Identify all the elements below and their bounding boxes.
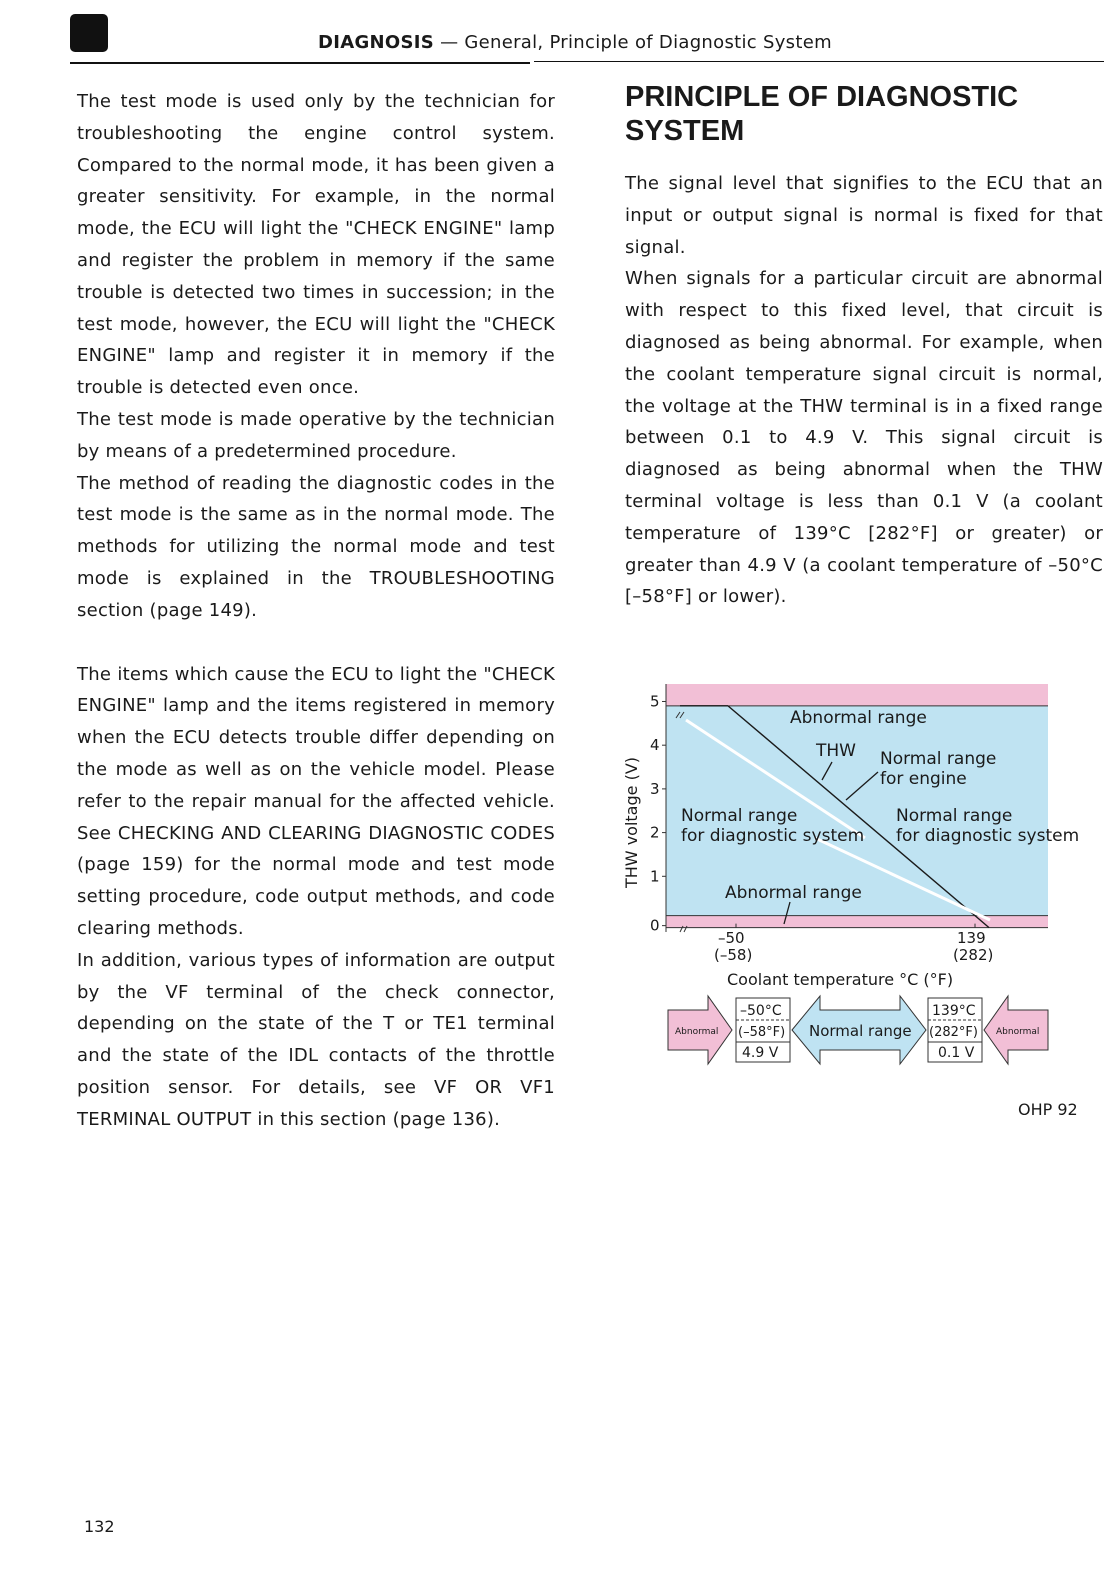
- y-tick-label-0: 0: [650, 916, 660, 935]
- legend-normal: Normal range: [809, 1022, 912, 1040]
- left-paragraph-3: The method of reading the diagnostic codes in the test mode is the same as in the normal mode. The methods for utilizing the normal mode and test mode is explained in the TROUBLESHOOTING section (page 149).: [77, 472, 555, 621]
- label-normal-diag-right-1: Normal range: [896, 806, 1013, 826]
- page-number: 132: [84, 1517, 115, 1536]
- manual-logo-icon: [70, 14, 108, 52]
- x-tick-sublabel-0: (–58): [714, 946, 753, 964]
- left-paragraph-5: In addition, various types of information are output by the VF terminal of the check connector, depending on the state of the T or TE1 terminal and the state of the IDL contacts of the throttle position sensor. For details, see VF OR VF1 TERMINAL OUTPUT in this section (page 136).: [77, 949, 555, 1130]
- right-column: [625, 80, 1103, 613]
- header-separator: —: [434, 32, 465, 53]
- x-axis-title: Coolant temperature °C (°F): [727, 970, 954, 989]
- legend-right-temp-f: (282°F): [929, 1025, 978, 1040]
- label-thw: THW: [816, 741, 856, 761]
- left-paragraph-1: The test mode is used only by the technician for troubleshooting the engine control system. Compared to the normal mode, it has been given a greater sensitivity. For example, in the normal mode, the ECU will light the "CHECK ENGINE" lamp and register the problem in memory if the same trouble is detected two times in succession; in the test mode, however, the ECU will light the "CHECK ENGINE" lamp and register it in memory if the trouble is detected even once.: [77, 91, 555, 399]
- y-tick-label-1: 1: [650, 867, 660, 886]
- right-paragraph-1: The signal level that signifies to the ECU that an input or output signal is normal is fixed for that signal.: [625, 173, 1103, 258]
- x-tick-label-1: 139: [957, 929, 986, 947]
- y-tick-label-3: 3: [650, 779, 660, 798]
- ohp-reference: OHP 92: [1018, 1100, 1078, 1119]
- y-axis-title: THW voltage (V): [622, 756, 641, 888]
- legend-right-temp-c: 139°C: [932, 1003, 976, 1019]
- header-rule-right: [534, 61, 1104, 62]
- label-abnormal-bottom: Abnormal range: [725, 883, 862, 903]
- label-normal-diag-left-2: for diagnostic system: [681, 826, 865, 846]
- left-paragraph-4: The items which cause the ECU to light the "CHECK ENGINE" lamp and the items registered in memory when the ECU detects trouble differ depending on the mode as well as on the vehicle model. Please refer to the repair manual for the affected vehicle. See CHECKING AND CLEARING DIAGNOSTIC CODES (page 159) for the normal mode and test mode setting procedure, code output methods, and code clearing methods.: [77, 663, 555, 939]
- header-subtitle: General, Principle of Diagnostic System: [464, 32, 832, 53]
- page-header: [318, 32, 832, 53]
- legend-left-temp-f: (–58°F): [738, 1025, 786, 1040]
- band-2: [666, 916, 1048, 928]
- header-section: DIAGNOSIS: [318, 32, 435, 53]
- label-normal-diag-left-1: Normal range: [681, 806, 798, 826]
- left-paragraph-2: The test mode is made operative by the technician by means of a predetermined procedure.: [77, 408, 555, 462]
- legend-left-temp-c: –50°C: [740, 1003, 782, 1019]
- section-title: PRINCIPLE OF DIAGNOSTIC SYSTEM: [625, 81, 1019, 147]
- label-normal-engine-1: Normal range: [880, 749, 997, 769]
- label-normal-diag-right-2: for diagnostic system: [896, 826, 1080, 846]
- arrow-legend: [668, 996, 1048, 1064]
- y-tick-label-2: 2: [650, 823, 660, 842]
- y-tick-label-5: 5: [650, 692, 660, 711]
- band-0: [666, 684, 1048, 706]
- left-column: [77, 86, 555, 1136]
- right-paragraph-2: When signals for a particular circuit are abnormal with respect to this fixed level, that circuit is diagnosed as being abnormal. For example, when the coolant temperature signal circuit is normal, the voltage at the THW terminal is in a fixed range between 0.1 to 4.9 V. This signal circuit is diagnosed as being abnormal when the THW terminal voltage is less than 0.1 V (a coolant temperature of 139°C [282°F] or greater) or greater than 4.9 V (a coolant temperature of –50°C [–58°F] or lower).: [625, 268, 1103, 608]
- x-tick-sublabel-1: (282): [953, 946, 994, 964]
- legend-abnormal-right: Abnormal: [996, 1027, 1040, 1037]
- label-abnormal-top: Abnormal range: [790, 708, 927, 728]
- legend-right-voltage: 0.1 V: [938, 1045, 975, 1061]
- legend-abnormal-left: Abnormal: [675, 1027, 719, 1037]
- header-rule-left: [70, 62, 530, 64]
- y-tick-label-4: 4: [650, 736, 660, 755]
- thw-voltage-chart: [600, 680, 1090, 1080]
- x-tick-label-0: –50: [718, 929, 745, 947]
- legend-left-voltage: 4.9 V: [742, 1045, 779, 1061]
- label-normal-engine-2: for engine: [880, 769, 967, 789]
